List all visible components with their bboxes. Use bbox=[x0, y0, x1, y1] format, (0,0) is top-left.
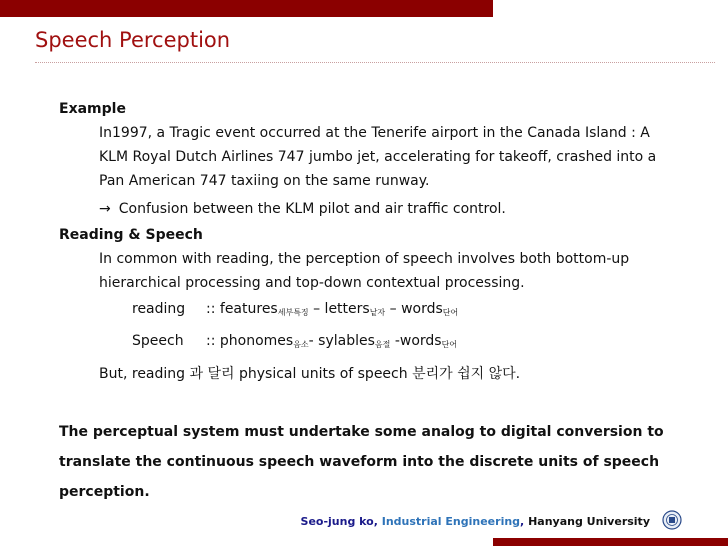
korean-gloss: 낱자 bbox=[369, 308, 386, 317]
reading-line: hierarchical processing and top-down contextual processing. bbox=[99, 275, 525, 291]
speech-hierarchy-row bbox=[132, 327, 709, 359]
unit-text: -words bbox=[390, 333, 442, 349]
unit-text: - sylables bbox=[308, 333, 375, 349]
example-heading: Example bbox=[59, 101, 126, 117]
unit-text: :: phonomes bbox=[206, 333, 294, 349]
korean-gloss: 세부특징 bbox=[277, 308, 309, 317]
department: Industrial Engineering bbox=[381, 515, 521, 528]
row-units bbox=[206, 295, 458, 327]
row-term: reading bbox=[132, 301, 186, 317]
slide-title: Speech Perception bbox=[35, 28, 231, 52]
reading-paragraph bbox=[99, 247, 709, 295]
korean-gloss: 단어 bbox=[442, 308, 459, 317]
korean-gloss: 단어 bbox=[441, 340, 458, 349]
but-statement bbox=[99, 359, 709, 389]
university-seal-icon bbox=[662, 510, 682, 530]
conclusion-line: The perceptual system must undertake some analog to digital conversion to bbox=[59, 424, 664, 440]
reading-hierarchy-row bbox=[132, 295, 709, 327]
reading-speech-heading: Reading & Speech bbox=[59, 227, 203, 243]
example-line: In1997, a Tragic event occurred at the Tenerife airport in the Canada Island : A bbox=[99, 125, 650, 141]
reading-line: In common with reading, the perception of speech involves both bottom-up bbox=[99, 251, 630, 267]
unit-text: – letters bbox=[308, 301, 370, 317]
korean-phrase: 분리가 쉽지 않다 bbox=[412, 366, 516, 382]
korean-phrase: 과 달리 bbox=[189, 366, 235, 382]
korean-gloss: 음절 bbox=[374, 340, 391, 349]
conclusion-paragraph bbox=[59, 417, 709, 507]
conclusion-line: perception. bbox=[59, 484, 150, 500]
row-term: Speech bbox=[132, 333, 184, 349]
right-arrow-icon: → bbox=[99, 201, 111, 217]
but-text: . bbox=[515, 366, 521, 382]
korean-gloss: 음소 bbox=[293, 340, 309, 349]
unit-text: :: features bbox=[206, 301, 278, 317]
but-text: But, reading bbox=[99, 366, 190, 382]
bottom-decoration-bar bbox=[493, 538, 728, 546]
title-divider bbox=[35, 62, 715, 63]
example-line: Pan American 747 taxiing on the same runway. bbox=[99, 173, 430, 189]
university: Hanyang University bbox=[528, 515, 650, 528]
example-paragraph bbox=[99, 121, 709, 193]
example-line: KLM Royal Dutch Airlines 747 jumbo jet, accelerating for takeoff, crashed into a bbox=[99, 149, 657, 165]
footer-separator: , bbox=[520, 515, 529, 528]
but-text: physical units of speech bbox=[234, 366, 413, 382]
conclusion-line: translate the continuous speech waveform into the discrete units of speech bbox=[59, 454, 660, 470]
slide-body bbox=[59, 97, 709, 507]
footer-credit bbox=[301, 515, 650, 528]
author-name: Seo-jung ko, bbox=[300, 515, 382, 528]
row-units bbox=[206, 327, 457, 359]
unit-text: – words bbox=[385, 301, 443, 317]
top-decoration-bar bbox=[0, 0, 493, 17]
conclusion-arrow-line bbox=[99, 195, 709, 223]
arrow-text: Confusion between the KLM pilot and air traffic control. bbox=[118, 201, 506, 217]
